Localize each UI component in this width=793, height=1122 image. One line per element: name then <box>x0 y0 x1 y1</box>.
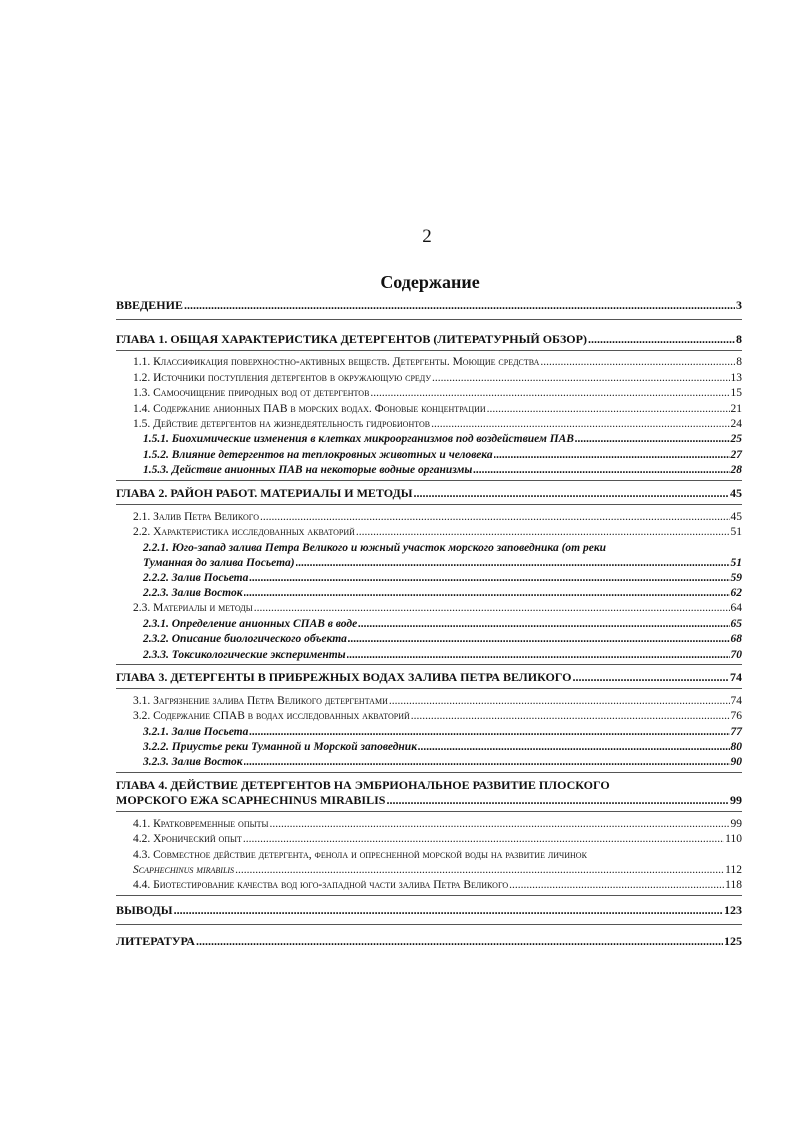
toc-label: 2.2. Характеристика исследованных акваторий <box>133 526 355 538</box>
divider <box>116 480 742 481</box>
divider <box>116 924 742 925</box>
toc-page: 68 <box>730 633 742 645</box>
toc-page: 8 <box>736 356 742 368</box>
toc-item-1-5[interactable] <box>133 417 742 431</box>
toc-item-1-5-2[interactable] <box>143 448 742 462</box>
toc-page: 15 <box>730 387 742 399</box>
toc-item-1-5-3[interactable] <box>143 463 742 477</box>
toc-page: 77 <box>730 726 742 738</box>
toc-item-1-4[interactable] <box>133 402 742 416</box>
toc-label: 1.4. Содержание анионных ПАВ в морских водах. Фоновые концентрации <box>133 403 486 415</box>
toc-chapter-4-line1[interactable]: ГЛАВА 4. ДЕЙСТВИЕ ДЕТЕРГЕНТОВ НА ЭМБРИОНАЛЬНОЕ РАЗВИТИЕ ПЛОСКОГО <box>116 778 610 792</box>
toc-chapter-1[interactable] <box>116 332 742 346</box>
toc-page: 64 <box>730 602 742 614</box>
toc-chapter-4[interactable] <box>116 793 742 807</box>
divider <box>116 504 742 505</box>
toc-page: 125 <box>724 934 742 948</box>
toc-item-3-1[interactable] <box>133 694 742 708</box>
toc-label: ВЫВОДЫ <box>116 903 173 917</box>
toc-page: 99 <box>730 793 742 807</box>
toc-label: 2.2.3. Залив Восток <box>143 587 243 599</box>
divider <box>116 811 742 812</box>
toc-item-2-2-1[interactable] <box>143 556 742 570</box>
toc-page: 13 <box>730 372 742 384</box>
divider <box>116 664 742 665</box>
toc-item-2-3-2[interactable] <box>143 632 742 646</box>
toc-label: 3.2.3. Залив Восток <box>143 756 243 768</box>
toc-item-4-3[interactable] <box>133 863 742 877</box>
toc-page: 112 <box>725 864 742 876</box>
divider <box>116 688 742 689</box>
toc-item-3-2[interactable] <box>133 709 742 723</box>
toc-label: Туманная до залива Посьета) <box>143 557 295 569</box>
toc-item-4-3-line1[interactable]: 4.3. Совместное действие детергента, фенола и опресненной морской воды на развитие личинок <box>133 849 587 861</box>
toc-chapter-2[interactable] <box>116 486 742 500</box>
toc-label: 2.3.1. Определение анионных СПАВ в воде <box>143 618 358 630</box>
divider <box>116 772 742 773</box>
toc-label: 4.2. Хронический опыт <box>133 833 242 845</box>
toc-label: 1.2. Источники поступления детергентов в окружающую среду <box>133 372 432 384</box>
toc-page: 8 <box>736 332 742 346</box>
toc-label: 3.2.1. Залив Посьета <box>143 726 249 738</box>
toc-label: 1.5.3. Действие анионных ПАВ на некоторые водные организмы <box>143 464 473 476</box>
toc-item-2-2-1-line1[interactable]: 2.2.1. Юго-запад залива Петра Великого и южный участок морского заповедника (от реки <box>143 542 607 554</box>
toc-item-2-3-1[interactable] <box>143 617 742 631</box>
toc-item-4-2[interactable] <box>133 832 742 846</box>
toc-page: 62 <box>730 587 742 599</box>
toc-label: 2.3.2. Описание биологического объекта <box>143 633 347 645</box>
toc-item-4-4[interactable] <box>133 878 742 892</box>
toc-label: 1.5. Действие детергентов на жизнедеятельность гидробионтов <box>133 418 431 430</box>
toc-literature[interactable] <box>116 934 742 948</box>
toc-page: 123 <box>724 903 742 917</box>
toc-label: ГЛАВА 2. РАЙОН РАБОТ. МАТЕРИАЛЫ И МЕТОДЫ <box>116 486 413 500</box>
toc-label: 3.1. Загрязнение залива Петра Великого детергентами <box>133 695 388 707</box>
toc-page: 45 <box>730 511 742 523</box>
toc-label: ЛИТЕРАТУРА <box>116 934 195 948</box>
toc-intro[interactable] <box>116 298 742 312</box>
toc-page: 70 <box>730 649 742 661</box>
toc-page: 118 <box>725 879 742 891</box>
toc-label: 1.3. Самоочищение природных вод от детергентов <box>133 387 370 399</box>
toc-page: 74 <box>730 670 742 684</box>
toc-item-3-2-3[interactable] <box>143 755 742 769</box>
toc-item-2-1[interactable] <box>133 510 742 524</box>
toc-title: Содержание <box>380 272 480 292</box>
toc-page: 28 <box>730 464 742 476</box>
toc-label: Scaphechinus mirabilis <box>133 864 235 876</box>
toc-page: 3 <box>736 298 742 312</box>
toc-page: 59 <box>730 572 742 584</box>
toc-label: 2.3.3. Токсикологические эксперименты <box>143 649 346 661</box>
toc-conclusions[interactable] <box>116 903 742 917</box>
toc-label: МОРСКОГО ЕЖА SCAPHECHINUS MIRABILIS <box>116 793 386 807</box>
toc-label: 3.2.2. Приустье реки Туманной и Морской заповедник <box>143 741 418 753</box>
toc-label: 1.5.2. Влияние детергентов на теплокровных животных и человека <box>143 449 493 461</box>
toc-page: 90 <box>730 756 742 768</box>
toc-page: 51 <box>730 526 742 538</box>
toc-label: ГЛАВА 3. ДЕТЕРГЕНТЫ В ПРИБРЕЖНЫХ ВОДАХ ЗАЛИВА ПЕТРА ВЕЛИКОГО <box>116 670 572 684</box>
toc-label: 1.5.1. Биохимические изменения в клетках микроорганизмов под воздействием ПАВ <box>143 433 574 445</box>
toc-item-2-2[interactable] <box>133 525 742 539</box>
toc-label: 2.2.2. Залив Посьета <box>143 572 249 584</box>
toc-item-1-2[interactable] <box>133 371 742 385</box>
toc-item-1-1[interactable] <box>133 355 742 369</box>
toc-label: 4.1. Кратковременные опыты <box>133 818 269 830</box>
divider <box>116 895 742 896</box>
toc-page: 74 <box>730 695 742 707</box>
toc-label: 2.1. Залив Петра Великого <box>133 511 260 523</box>
toc-label: 1.1. Классификация поверхностно-активных веществ. Детергенты. Моющие средства <box>133 356 540 368</box>
toc-label: 3.2. Содержание СПАВ в водах исследованных акваторий <box>133 710 410 722</box>
toc-item-2-3[interactable] <box>133 601 742 615</box>
toc-page: 24 <box>730 418 742 430</box>
toc-page: 45 <box>730 486 742 500</box>
toc-label: ВВЕДЕНИЕ <box>116 298 183 312</box>
divider <box>116 319 742 320</box>
toc-page: 27 <box>730 449 742 461</box>
toc-item-2-2-2[interactable] <box>143 571 742 585</box>
toc-page: 65 <box>730 618 742 630</box>
toc-page: 76 <box>730 710 742 722</box>
toc-chapter-3[interactable] <box>116 670 742 684</box>
toc-label: ГЛАВА 1. ОБЩАЯ ХАРАКТЕРИСТИКА ДЕТЕРГЕНТОВ (ЛИТЕРАТУРНЫЙ ОБЗОР) <box>116 332 587 346</box>
toc-page: 99 <box>730 818 742 830</box>
toc-item-2-3-3[interactable] <box>143 648 742 662</box>
toc-item-1-5-1[interactable] <box>143 432 742 446</box>
toc-page: 25 <box>730 433 742 445</box>
toc-page: 51 <box>730 557 742 569</box>
toc-item-2-2-3[interactable] <box>143 586 742 600</box>
divider <box>116 350 742 351</box>
toc-item-3-2-2[interactable] <box>143 740 742 754</box>
toc-label: 4.4. Биотестирование качества вод юго-западной части залива Петра Великого <box>133 879 509 891</box>
toc-label: 2.3. Материалы и методы <box>133 602 253 614</box>
toc-item-4-1[interactable] <box>133 817 742 831</box>
toc-page: 80 <box>730 741 742 753</box>
toc-page: 110 <box>725 833 742 845</box>
toc-item-3-2-1[interactable] <box>143 725 742 739</box>
page-number: 2 <box>422 226 432 247</box>
toc-page: 21 <box>730 403 742 415</box>
toc-item-1-3[interactable] <box>133 386 742 400</box>
